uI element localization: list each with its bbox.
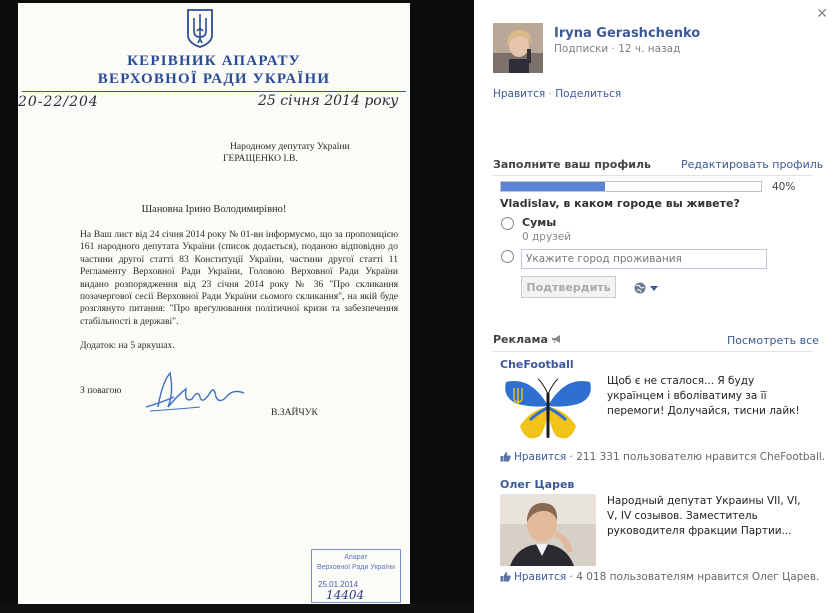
megaphone-icon [551, 334, 563, 344]
butterfly-icon [500, 374, 596, 446]
confirm-button[interactable]: Подтвердить [521, 276, 616, 298]
portrait-photo-icon [500, 494, 596, 566]
edit-profile-link[interactable]: Редактировать профиль [681, 158, 824, 171]
registration-number: 20-22/204 [18, 94, 99, 110]
letter-greeting: Шановна Ірино Володимирівно! [141, 204, 287, 215]
city-option-friends: 0 друзей [522, 231, 572, 243]
signer-name: В.ЗАЙЧУК [271, 407, 318, 418]
stamp-line2: Верховної Ради України [316, 564, 396, 571]
ad-text-chefootball[interactable]: Щоб є не сталося... Я буду українцем і вболіватиму за її перемоги! Долучайся, тисни лайк! [607, 375, 800, 417]
ad-image-oleg-tsarev[interactable] [500, 494, 596, 566]
org-title-line2: ВЕРХОВНОЇ РАДИ УКРАЇНИ [97, 71, 331, 87]
profile-section-title: Заполните ваш профиль [493, 158, 651, 171]
thumbs-up-icon [500, 571, 511, 582]
trident-emblem-icon [185, 7, 215, 49]
letter-regards: З повагою [80, 385, 122, 396]
chevron-down-icon [650, 286, 658, 291]
letter-attachment: Додаток: на 5 аркушах. [80, 340, 175, 351]
city-option-label[interactable]: Сумы [522, 216, 557, 229]
ad-title-oleg-tsarev[interactable]: Олег Царев [500, 478, 575, 491]
photo-sidebar [474, 0, 837, 613]
addressee-name: ГЕРАЩЕНКО І.В. [223, 153, 298, 164]
radio-city-other[interactable] [501, 250, 514, 263]
thumbs-up-icon [500, 451, 511, 462]
org-title-line1: КЕРІВНИК АПАРАТУ [127, 53, 301, 69]
profile-progress-bar [500, 181, 762, 192]
header-rule [22, 91, 406, 92]
post-actions [493, 88, 621, 100]
close-icon[interactable]: ✕ [816, 5, 828, 21]
photo-bottom-strip [0, 604, 474, 613]
share-link[interactable]: Поделиться [555, 88, 622, 100]
profile-progress-fill [501, 182, 605, 191]
post-meta: Подписки · 12 ч. назад [554, 43, 681, 55]
city-input[interactable] [521, 249, 767, 269]
author-name-link[interactable]: Iryna Gerashchenko [554, 26, 701, 41]
addressee-title: Народному депутату України [230, 141, 350, 152]
city-question: Vladislav, в каком городе вы живете? [500, 197, 740, 210]
ad-like-count-oleg-tsarev: · 4 018 пользователям нравится Олег Царев. [566, 571, 820, 583]
profile-divider [493, 175, 813, 176]
ad-image-butterfly[interactable] [500, 374, 596, 446]
avatar-photo-icon [493, 23, 543, 73]
registration-stamp [311, 549, 401, 603]
actions-separator: · [545, 88, 556, 100]
handwritten-signature-icon [140, 363, 250, 418]
ads-title-text: Реклама [493, 333, 548, 346]
see-all-ads-link[interactable]: Посмотреть все [727, 334, 819, 347]
ads-section-title [493, 333, 563, 346]
document-photo [18, 3, 410, 605]
stamp-date: 25.01.2014 [318, 580, 359, 589]
ad-title-chefootball[interactable]: CheFootball [500, 358, 574, 371]
ad-text-oleg-tsarev[interactable]: Народный депутат Украины VII, VI, V, IV созывов. Заместитель руководителя фракции Партии... [607, 495, 801, 537]
like-link[interactable]: Нравится [493, 88, 546, 100]
ads-divider [493, 351, 813, 352]
stamp-number: 14404 [326, 588, 365, 602]
stamp-line1: Апарат [344, 554, 368, 561]
ad-like-button-oleg-tsarev[interactable]: Нравится [514, 571, 567, 583]
ad-like-count-chefootball: · 211 331 пользователю нравится CheFootball. [566, 451, 826, 463]
radio-city-sumy[interactable] [501, 217, 514, 230]
ad-like-row-oleg-tsarev [500, 571, 819, 583]
document-date: 25 січня 2014 року [258, 93, 399, 109]
privacy-globe-icon[interactable] [633, 281, 661, 295]
ad-like-button-chefootball[interactable]: Нравится [514, 451, 567, 463]
letter-body: На Ваш лист від 24 січня 2014 року № 01-вн інформуємо, що за пропозицією 161 народного депутата України (список додається), поданою відповідно до частини другої статті 83 Конституції України, частини другої статті 11 Регламенту Верховної Ради України, Головою Верховної Ради України видано розпорядження від 23 січня 2014 року № 36 "Про скликання позачергової сесії Верховної Ради України сьомого скликання", на якій буде розглянуто питання: "Про врегулювання політичної кризи та забезпечення стабільності в державі". [80, 229, 398, 327]
ad-like-row-chefootball [500, 451, 825, 463]
profile-progress-label: 40% [772, 181, 796, 193]
author-avatar[interactable] [493, 23, 543, 73]
